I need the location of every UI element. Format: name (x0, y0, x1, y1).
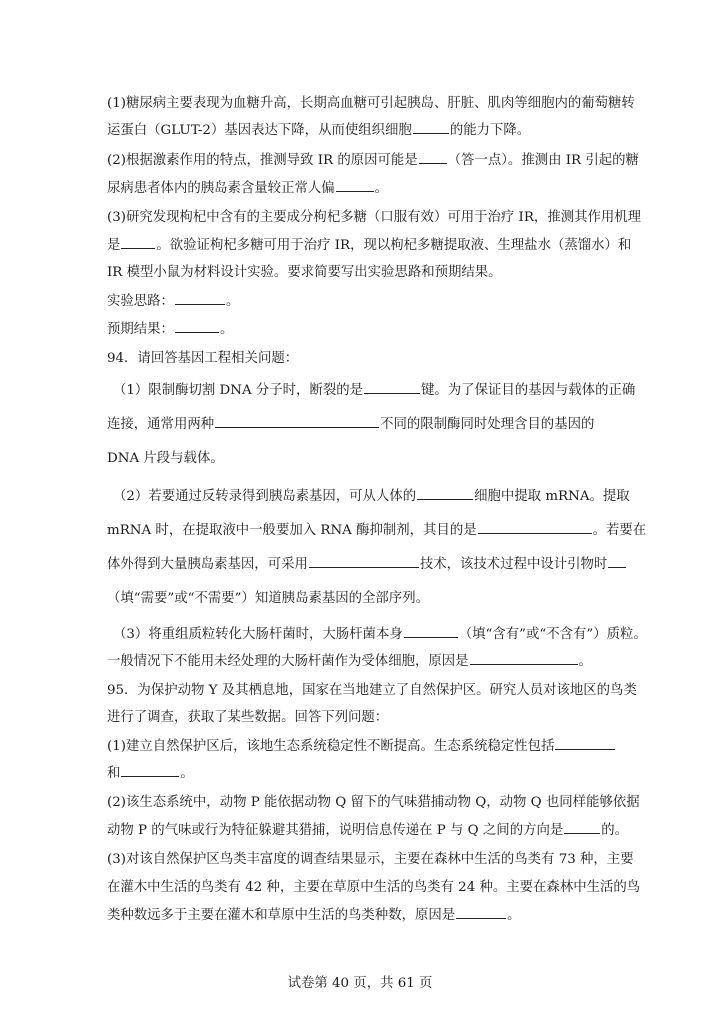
answer-blank[interactable] (413, 132, 449, 134)
q93-p3-line3 (107, 266, 502, 279)
text: 一般情况下不能用未经处理的大肠杆菌作为受体细胞，原因是 (107, 654, 469, 669)
q93-p1-line1 (107, 97, 635, 110)
text: （2）若要通过反转录得到胰岛素基因，可从人体的 (113, 489, 417, 504)
answer-blank[interactable] (417, 498, 473, 500)
q94-s2-line4 (107, 592, 429, 605)
text: (2)该生态系统中，动物 P 能依据动物 Q 留下的气味猎捕动物 Q，动物 Q 也同样能够依据 (107, 795, 640, 810)
answer-blank[interactable] (608, 566, 626, 568)
text: 。 (219, 322, 234, 337)
q94-s3-line1 (113, 628, 647, 641)
q95-title-line2 (107, 711, 388, 724)
text: 的。 (601, 823, 629, 838)
answer-blank[interactable] (404, 636, 458, 638)
text: (1)建立自然保护区后，该地生态系统稳定性不断提高。生态系统稳定性包括 (107, 739, 555, 754)
text: 95．为保护动物 Y 及其栖息地，国家在当地建立了自然保护区。研究人员对该地区的鸟类 (107, 683, 637, 698)
q95-p2-line1 (107, 796, 640, 809)
text: 在灌木中生活的鸟类有 42 种，主要在草原中生活的鸟类有 24 种。主要在森林中生活的鸟 (107, 880, 641, 895)
answer-blank[interactable] (470, 663, 578, 665)
q94-s3-line2 (107, 655, 592, 668)
text: (3)对该自然保护区鸟类丰富度的调查结果显示，主要在森林中生活的鸟类有 73 种，主要 (107, 852, 634, 867)
text: 。 (507, 908, 521, 923)
text: DNA 片段与载体。 (107, 451, 224, 466)
text: 不同的限制酶同时处理含目的基因的 (380, 417, 595, 432)
q94-s2-line3 (107, 558, 627, 571)
q93-p1-line2 (107, 124, 530, 137)
q95-p1-line1 (107, 740, 616, 753)
q95-p3-line2 (107, 881, 640, 894)
text: 预期结果： (107, 322, 174, 337)
q93-p3-line1 (107, 211, 641, 224)
text: (3)研究发现枸杞中含有的主要成分枸杞多糖（口服有效）可用于治疗 IR，推测其作用机理 (107, 210, 642, 225)
answer-blank[interactable] (456, 917, 506, 919)
answer-blank[interactable] (175, 331, 219, 333)
text: 。若要在 (592, 523, 647, 538)
q94-s2-line1 (113, 490, 630, 503)
text: 和 (107, 766, 121, 781)
text: mRNA 时，在提取液中一般要加入 RNA 酶抑制剂，其目的是 (107, 523, 477, 538)
answer-blank[interactable] (215, 426, 379, 428)
q95-p1-line2 (107, 767, 194, 780)
text: 尿病患者体内的胰岛素含量较正常人偏 (107, 181, 335, 196)
q94-s1-line1 (113, 384, 635, 397)
text: 体外得到大量胰岛素基因，可采用 (107, 557, 308, 572)
text: 94．请回答基因工程相关问题： (107, 351, 299, 366)
answer-blank[interactable] (309, 566, 419, 568)
text: （答一点）。推测由 IR 引起的糖 (447, 153, 639, 168)
text: 的能力下降。 (449, 123, 531, 138)
text: (1)糖尿病主要表现为血糖升高，长期高血糖可引起胰岛、肝脏、肌肉等细胞内的葡萄糖转 (107, 96, 635, 111)
text: 。 (374, 181, 389, 196)
q95-p3-line1 (107, 853, 634, 866)
q94-s2-line2 (107, 524, 646, 537)
q95-p2-line2 (107, 824, 628, 837)
answer-blank[interactable] (555, 748, 615, 750)
q93-idea (107, 295, 239, 308)
text: (2)根据激素作用的特点，推测导致 IR 的原因可能是 (107, 153, 418, 168)
q94-s1-line2 (107, 418, 594, 431)
answer-blank[interactable] (478, 532, 592, 534)
answer-blank[interactable] (419, 162, 447, 164)
answer-blank[interactable] (364, 392, 420, 394)
text: IR 模型小鼠为材料设计实验。要求简要写出实验思路和预期结果。 (107, 265, 502, 280)
text: 是 (107, 238, 121, 253)
q93-p3-line2 (107, 239, 631, 252)
text: 。欲验证枸杞多糖可用于治疗 IR，现以枸杞多糖提取液、生理盐水（蒸馏水）和 (156, 238, 632, 253)
answer-blank[interactable] (121, 775, 179, 777)
text: 连接，通常用两种 (107, 417, 215, 432)
text: 实验思路： (107, 294, 174, 309)
text: 。 (180, 766, 194, 781)
answer-blank[interactable] (175, 303, 225, 305)
text: 运蛋白（GLUT-2）基因表达下降，从而使组织细胞 (107, 123, 412, 138)
q95-title-line1 (107, 684, 637, 697)
text: （1）限制酶切割 DNA 分子时，断裂的是 (113, 383, 364, 398)
q93-p2-line2 (107, 182, 388, 195)
text: 细胞中提取 mRNA。提取 (474, 489, 630, 504)
q95-p3-line3 (107, 909, 521, 922)
text: 键。为了保证目的基因与载体的正确 (421, 383, 636, 398)
text: 。 (225, 294, 240, 309)
text: （填“含有”或“不含有”）质粒。 (458, 627, 647, 642)
text: （3）将重组质粒转化大肠杆菌时，大肠杆菌本身 (113, 627, 403, 642)
text: （填“需要”或“不需要”）知道胰岛素基因的全部序列。 (107, 591, 429, 606)
answer-blank[interactable] (121, 247, 155, 249)
text: 。 (578, 654, 592, 669)
q93-p2-line1 (107, 154, 639, 167)
answer-blank[interactable] (564, 832, 600, 834)
answer-blank[interactable] (336, 190, 374, 192)
text: 类种数远多于主要在灌木和草原中生活的鸟类种数，原因是 (107, 908, 456, 923)
text: 技术，该技术过程中设计引物时 (419, 557, 608, 572)
text: 进行了调查，获取了某些数据。回答下列问题： (107, 710, 389, 725)
q94-title (107, 352, 298, 365)
page-footer: 试卷第 40 页，共 61 页 (287, 976, 433, 991)
q93-result (107, 323, 233, 336)
q94-s1-line3 (107, 452, 224, 465)
text: 动物 P 的气味或行为特征躲避其猎捕，说明信息传递在 P 与 Q 之间的方向是 (107, 823, 564, 838)
